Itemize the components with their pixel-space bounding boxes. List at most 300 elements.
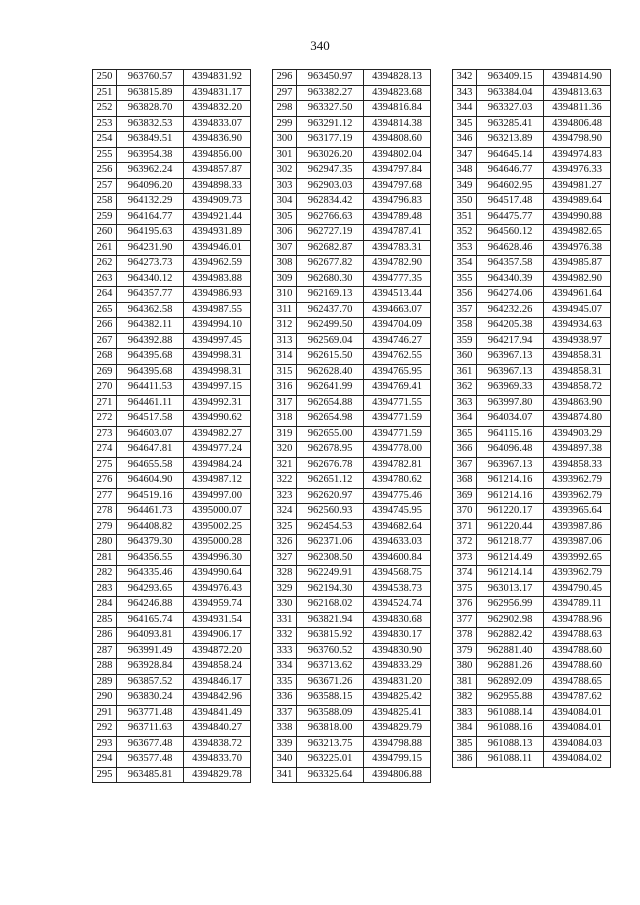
x-coordinate-cell: 964382.11	[117, 318, 184, 334]
point-number-cell: 324	[273, 504, 297, 520]
table-row	[273, 101, 431, 117]
y-coordinate-cell: 4394934.63	[544, 318, 611, 334]
table-row	[93, 116, 251, 132]
table-row	[93, 287, 251, 303]
y-coordinate-cell: 4394874.80	[544, 411, 611, 427]
y-coordinate-cell: 4394788.60	[544, 659, 611, 675]
table-row	[453, 674, 611, 690]
x-coordinate-cell: 964475.77	[477, 209, 544, 225]
table-row	[273, 659, 431, 675]
table-row	[453, 302, 611, 318]
table-row	[93, 147, 251, 163]
x-coordinate-cell: 962615.50	[297, 349, 364, 365]
y-coordinate-cell: 4394802.04	[364, 147, 431, 163]
x-coordinate-cell: 964195.63	[117, 225, 184, 241]
x-coordinate-cell: 961220.17	[477, 504, 544, 520]
y-coordinate-cell: 4394829.79	[364, 721, 431, 737]
point-number-cell: 290	[93, 690, 117, 706]
x-coordinate-cell: 961088.13	[477, 736, 544, 752]
x-coordinate-cell: 963677.48	[117, 736, 184, 752]
table-row	[273, 349, 431, 365]
x-coordinate-cell: 963760.52	[297, 643, 364, 659]
table-row	[93, 721, 251, 737]
y-coordinate-cell: 4394771.59	[364, 426, 431, 442]
table-row	[273, 426, 431, 442]
table-row	[273, 597, 431, 613]
y-coordinate-cell: 4394084.01	[544, 705, 611, 721]
y-coordinate-cell: 4394982.27	[184, 426, 251, 442]
x-coordinate-cell: 963997.80	[477, 395, 544, 411]
y-coordinate-cell: 4394909.73	[184, 194, 251, 210]
point-number-cell: 375	[453, 581, 477, 597]
x-coordinate-cell: 964115.16	[477, 426, 544, 442]
table-row	[93, 70, 251, 86]
point-number-cell: 315	[273, 364, 297, 380]
table-row	[93, 85, 251, 101]
x-coordinate-cell: 964356.55	[117, 550, 184, 566]
x-coordinate-cell: 963830.24	[117, 690, 184, 706]
x-coordinate-cell: 961214.14	[477, 566, 544, 582]
table-row	[453, 721, 611, 737]
point-number-cell: 301	[273, 147, 297, 163]
point-number-cell: 366	[453, 442, 477, 458]
point-number-cell: 371	[453, 519, 477, 535]
point-number-cell: 289	[93, 674, 117, 690]
y-coordinate-cell: 4394806.48	[544, 116, 611, 132]
coordinates-table-1	[92, 69, 251, 783]
y-coordinate-cell: 4394084.01	[544, 721, 611, 737]
x-coordinate-cell: 962308.50	[297, 550, 364, 566]
y-coordinate-cell: 4394787.41	[364, 225, 431, 241]
x-coordinate-cell: 963285.41	[477, 116, 544, 132]
table-row	[453, 132, 611, 148]
y-coordinate-cell: 4394858.72	[544, 380, 611, 396]
table-row	[93, 519, 251, 535]
table-row	[453, 240, 611, 256]
y-coordinate-cell: 4394568.75	[364, 566, 431, 582]
table-row	[93, 457, 251, 473]
x-coordinate-cell: 962249.91	[297, 566, 364, 582]
point-number-cell: 279	[93, 519, 117, 535]
y-coordinate-cell: 4394984.24	[184, 457, 251, 473]
point-number-cell: 285	[93, 612, 117, 628]
point-number-cell: 299	[273, 116, 297, 132]
point-number-cell: 311	[273, 302, 297, 318]
y-coordinate-cell: 4393962.79	[544, 566, 611, 582]
point-number-cell: 275	[93, 457, 117, 473]
point-number-cell: 344	[453, 101, 477, 117]
y-coordinate-cell: 4394524.74	[364, 597, 431, 613]
table-row	[453, 566, 611, 582]
y-coordinate-cell: 4394797.68	[364, 178, 431, 194]
y-coordinate-cell: 4394829.78	[184, 767, 251, 783]
point-number-cell: 362	[453, 380, 477, 396]
table-row	[93, 736, 251, 752]
y-coordinate-cell: 4394836.90	[184, 132, 251, 148]
x-coordinate-cell: 962881.40	[477, 643, 544, 659]
x-coordinate-cell: 964246.88	[117, 597, 184, 613]
table-row	[93, 333, 251, 349]
y-coordinate-cell: 4394945.07	[544, 302, 611, 318]
x-coordinate-cell: 963967.13	[477, 349, 544, 365]
table-row	[453, 659, 611, 675]
point-number-cell: 309	[273, 271, 297, 287]
point-number-cell: 336	[273, 690, 297, 706]
table-row	[273, 178, 431, 194]
table-row	[453, 163, 611, 179]
table-row	[273, 767, 431, 783]
point-number-cell: 300	[273, 132, 297, 148]
table-row	[93, 395, 251, 411]
point-number-cell: 334	[273, 659, 297, 675]
x-coordinate-cell: 964335.46	[117, 566, 184, 582]
point-number-cell: 291	[93, 705, 117, 721]
y-coordinate-cell: 4394830.17	[364, 628, 431, 644]
x-coordinate-cell: 963857.52	[117, 674, 184, 690]
table-row	[93, 426, 251, 442]
y-coordinate-cell: 4394830.90	[364, 643, 431, 659]
y-coordinate-cell: 4394959.74	[184, 597, 251, 613]
table-row	[453, 380, 611, 396]
y-coordinate-cell: 4394833.07	[184, 116, 251, 132]
y-coordinate-cell: 4394982.65	[544, 225, 611, 241]
y-coordinate-cell: 4394982.90	[544, 271, 611, 287]
point-number-cell: 266	[93, 318, 117, 334]
x-coordinate-cell: 963450.97	[297, 70, 364, 86]
y-coordinate-cell: 4394788.63	[544, 628, 611, 644]
y-coordinate-cell: 4394846.17	[184, 674, 251, 690]
x-coordinate-cell: 963026.20	[297, 147, 364, 163]
x-coordinate-cell: 962881.26	[477, 659, 544, 675]
table-row	[273, 287, 431, 303]
table-row	[453, 488, 611, 504]
y-coordinate-cell: 4394977.24	[184, 442, 251, 458]
table-row	[453, 581, 611, 597]
table-row	[453, 628, 611, 644]
x-coordinate-cell: 962628.40	[297, 364, 364, 380]
y-coordinate-cell: 4394987.12	[184, 473, 251, 489]
point-number-cell: 339	[273, 736, 297, 752]
table-row	[273, 380, 431, 396]
y-coordinate-cell: 4394788.65	[544, 674, 611, 690]
point-number-cell: 252	[93, 101, 117, 117]
x-coordinate-cell: 962651.12	[297, 473, 364, 489]
point-number-cell: 298	[273, 101, 297, 117]
page-number: 340	[310, 38, 330, 53]
table-row	[93, 101, 251, 117]
table-row	[273, 333, 431, 349]
x-coordinate-cell: 961214.16	[477, 488, 544, 504]
x-coordinate-cell: 964461.73	[117, 504, 184, 520]
table-row	[273, 70, 431, 86]
y-coordinate-cell: 4394997.15	[184, 380, 251, 396]
x-coordinate-cell: 962766.63	[297, 209, 364, 225]
y-coordinate-cell: 4394921.44	[184, 209, 251, 225]
table-row	[453, 457, 611, 473]
x-coordinate-cell: 962680.30	[297, 271, 364, 287]
table-row	[273, 209, 431, 225]
x-coordinate-cell: 961214.16	[477, 473, 544, 489]
table-row	[273, 535, 431, 551]
table-row	[93, 364, 251, 380]
point-number-cell: 328	[273, 566, 297, 582]
x-coordinate-cell: 964274.06	[477, 287, 544, 303]
x-coordinate-cell: 964232.26	[477, 302, 544, 318]
x-coordinate-cell: 962892.09	[477, 674, 544, 690]
y-coordinate-cell: 4394842.96	[184, 690, 251, 706]
point-number-cell: 343	[453, 85, 477, 101]
x-coordinate-cell: 961214.49	[477, 550, 544, 566]
x-coordinate-cell: 961088.14	[477, 705, 544, 721]
table-row	[273, 395, 431, 411]
point-number-cell: 260	[93, 225, 117, 241]
table-row	[273, 302, 431, 318]
table-row	[273, 643, 431, 659]
y-coordinate-cell: 4394780.62	[364, 473, 431, 489]
x-coordinate-cell: 964034.07	[477, 411, 544, 427]
x-coordinate-cell: 963577.48	[117, 752, 184, 768]
point-number-cell: 297	[273, 85, 297, 101]
x-coordinate-cell: 963771.48	[117, 705, 184, 721]
point-number-cell: 320	[273, 442, 297, 458]
x-coordinate-cell: 962194.30	[297, 581, 364, 597]
point-number-cell: 358	[453, 318, 477, 334]
y-coordinate-cell: 4394782.81	[364, 457, 431, 473]
table-row	[273, 240, 431, 256]
y-coordinate-cell: 4394985.87	[544, 256, 611, 272]
table-row	[273, 550, 431, 566]
point-number-cell: 255	[93, 147, 117, 163]
y-coordinate-cell: 4394858.24	[184, 659, 251, 675]
x-coordinate-cell: 964340.12	[117, 271, 184, 287]
point-number-cell: 374	[453, 566, 477, 582]
point-number-cell: 380	[453, 659, 477, 675]
x-coordinate-cell: 962955.88	[477, 690, 544, 706]
x-coordinate-cell: 962560.93	[297, 504, 364, 520]
point-number-cell: 294	[93, 752, 117, 768]
coordinates-table-3	[452, 69, 611, 768]
point-number-cell: 317	[273, 395, 297, 411]
x-coordinate-cell: 964646.77	[477, 163, 544, 179]
point-number-cell: 347	[453, 147, 477, 163]
point-number-cell: 369	[453, 488, 477, 504]
x-coordinate-cell: 961218.77	[477, 535, 544, 551]
point-number-cell: 307	[273, 240, 297, 256]
table-row	[273, 132, 431, 148]
point-number-cell: 306	[273, 225, 297, 241]
table-row	[273, 194, 431, 210]
x-coordinate-cell: 961088.11	[477, 752, 544, 768]
point-number-cell: 323	[273, 488, 297, 504]
table-row	[93, 271, 251, 287]
x-coordinate-cell: 964628.46	[477, 240, 544, 256]
point-number-cell: 271	[93, 395, 117, 411]
table-row	[453, 473, 611, 489]
point-number-cell: 268	[93, 349, 117, 365]
y-coordinate-cell: 4394990.62	[184, 411, 251, 427]
y-coordinate-cell: 4394799.15	[364, 752, 431, 768]
x-coordinate-cell: 964379.30	[117, 535, 184, 551]
point-number-cell: 319	[273, 426, 297, 442]
y-coordinate-cell: 4394775.46	[364, 488, 431, 504]
point-number-cell: 274	[93, 442, 117, 458]
point-number-cell: 326	[273, 535, 297, 551]
point-number-cell: 361	[453, 364, 477, 380]
y-coordinate-cell: 4394816.84	[364, 101, 431, 117]
table-row	[93, 240, 251, 256]
y-coordinate-cell: 4393987.06	[544, 535, 611, 551]
y-coordinate-cell: 4394813.63	[544, 85, 611, 101]
y-coordinate-cell: 4394897.38	[544, 442, 611, 458]
y-coordinate-cell: 4394992.31	[184, 395, 251, 411]
point-number-cell: 250	[93, 70, 117, 86]
y-coordinate-cell: 4394997.45	[184, 333, 251, 349]
x-coordinate-cell: 964519.16	[117, 488, 184, 504]
y-coordinate-cell: 4394084.03	[544, 736, 611, 752]
point-number-cell: 276	[93, 473, 117, 489]
x-coordinate-cell: 962677.82	[297, 256, 364, 272]
point-number-cell: 331	[273, 612, 297, 628]
point-number-cell: 377	[453, 612, 477, 628]
y-coordinate-cell: 4394633.03	[364, 535, 431, 551]
y-coordinate-cell: 4394808.60	[364, 132, 431, 148]
y-coordinate-cell: 4394704.09	[364, 318, 431, 334]
table-row	[93, 411, 251, 427]
y-coordinate-cell: 4394931.54	[184, 612, 251, 628]
x-coordinate-cell: 964395.68	[117, 364, 184, 380]
table-row	[273, 752, 431, 768]
point-number-cell: 303	[273, 178, 297, 194]
y-coordinate-cell: 4394771.55	[364, 395, 431, 411]
y-coordinate-cell: 4394840.27	[184, 721, 251, 737]
x-coordinate-cell: 964517.48	[477, 194, 544, 210]
table-row	[93, 225, 251, 241]
coordinates-table-2	[272, 69, 431, 783]
point-number-cell: 379	[453, 643, 477, 659]
point-number-cell: 280	[93, 535, 117, 551]
table-row	[273, 519, 431, 535]
x-coordinate-cell: 964392.88	[117, 333, 184, 349]
point-number-cell: 383	[453, 705, 477, 721]
table-row	[273, 612, 431, 628]
table-row	[453, 535, 611, 551]
point-number-cell: 258	[93, 194, 117, 210]
table-row	[453, 101, 611, 117]
table-row	[453, 597, 611, 613]
x-coordinate-cell: 963291.12	[297, 116, 364, 132]
table-row	[273, 411, 431, 427]
point-number-cell: 302	[273, 163, 297, 179]
x-coordinate-cell: 963849.51	[117, 132, 184, 148]
y-coordinate-cell: 4394833.70	[184, 752, 251, 768]
x-coordinate-cell: 964560.12	[477, 225, 544, 241]
y-coordinate-cell: 4394663.07	[364, 302, 431, 318]
x-coordinate-cell: 962947.35	[297, 163, 364, 179]
x-coordinate-cell: 964273.73	[117, 256, 184, 272]
point-number-cell: 376	[453, 597, 477, 613]
point-number-cell: 259	[93, 209, 117, 225]
point-number-cell: 354	[453, 256, 477, 272]
y-coordinate-cell: 4394825.41	[364, 705, 431, 721]
table-row	[93, 705, 251, 721]
x-coordinate-cell: 963671.26	[297, 674, 364, 690]
table-row	[93, 209, 251, 225]
point-number-cell: 332	[273, 628, 297, 644]
table-row	[453, 256, 611, 272]
point-number-cell: 350	[453, 194, 477, 210]
point-number-cell: 286	[93, 628, 117, 644]
table-row	[273, 721, 431, 737]
point-number-cell: 287	[93, 643, 117, 659]
table-row	[93, 488, 251, 504]
x-coordinate-cell: 963969.33	[477, 380, 544, 396]
table-row	[453, 271, 611, 287]
point-number-cell: 253	[93, 116, 117, 132]
y-coordinate-cell: 4394996.30	[184, 550, 251, 566]
table-row	[273, 566, 431, 582]
x-coordinate-cell: 963962.24	[117, 163, 184, 179]
y-coordinate-cell: 4394762.55	[364, 349, 431, 365]
table-row	[273, 318, 431, 334]
table-row	[93, 659, 251, 675]
x-coordinate-cell: 962727.19	[297, 225, 364, 241]
x-coordinate-cell: 964231.90	[117, 240, 184, 256]
y-coordinate-cell: 4394990.88	[544, 209, 611, 225]
x-coordinate-cell: 962654.88	[297, 395, 364, 411]
y-coordinate-cell: 4395000.07	[184, 504, 251, 520]
point-number-cell: 288	[93, 659, 117, 675]
table-row	[93, 752, 251, 768]
point-number-cell: 382	[453, 690, 477, 706]
x-coordinate-cell: 964408.82	[117, 519, 184, 535]
table-row	[453, 411, 611, 427]
x-coordinate-cell: 963213.89	[477, 132, 544, 148]
x-coordinate-cell: 962168.02	[297, 597, 364, 613]
y-coordinate-cell: 4394777.35	[364, 271, 431, 287]
x-coordinate-cell: 963327.03	[477, 101, 544, 117]
y-coordinate-cell: 4394769.41	[364, 380, 431, 396]
x-coordinate-cell: 963213.75	[297, 736, 364, 752]
x-coordinate-cell: 961088.16	[477, 721, 544, 737]
x-coordinate-cell: 963588.15	[297, 690, 364, 706]
x-coordinate-cell: 963409.15	[477, 70, 544, 86]
point-number-cell: 373	[453, 550, 477, 566]
point-number-cell: 325	[273, 519, 297, 535]
table-row	[273, 488, 431, 504]
point-number-cell: 359	[453, 333, 477, 349]
x-coordinate-cell: 962834.42	[297, 194, 364, 210]
point-number-cell: 356	[453, 287, 477, 303]
table-row	[273, 504, 431, 520]
point-number-cell: 322	[273, 473, 297, 489]
table-row	[93, 581, 251, 597]
y-coordinate-cell: 4394903.29	[544, 426, 611, 442]
x-coordinate-cell: 963588.09	[297, 705, 364, 721]
point-number-cell: 316	[273, 380, 297, 396]
y-coordinate-cell: 4394863.90	[544, 395, 611, 411]
y-coordinate-cell: 4393962.79	[544, 473, 611, 489]
point-number-cell: 360	[453, 349, 477, 365]
point-number-cell: 349	[453, 178, 477, 194]
y-coordinate-cell: 4394961.64	[544, 287, 611, 303]
x-coordinate-cell: 964395.68	[117, 349, 184, 365]
point-number-cell: 342	[453, 70, 477, 86]
x-coordinate-cell: 963815.92	[297, 628, 364, 644]
y-coordinate-cell: 4394858.31	[544, 349, 611, 365]
y-coordinate-cell: 4394946.01	[184, 240, 251, 256]
point-number-cell: 273	[93, 426, 117, 442]
point-number-cell: 272	[93, 411, 117, 427]
